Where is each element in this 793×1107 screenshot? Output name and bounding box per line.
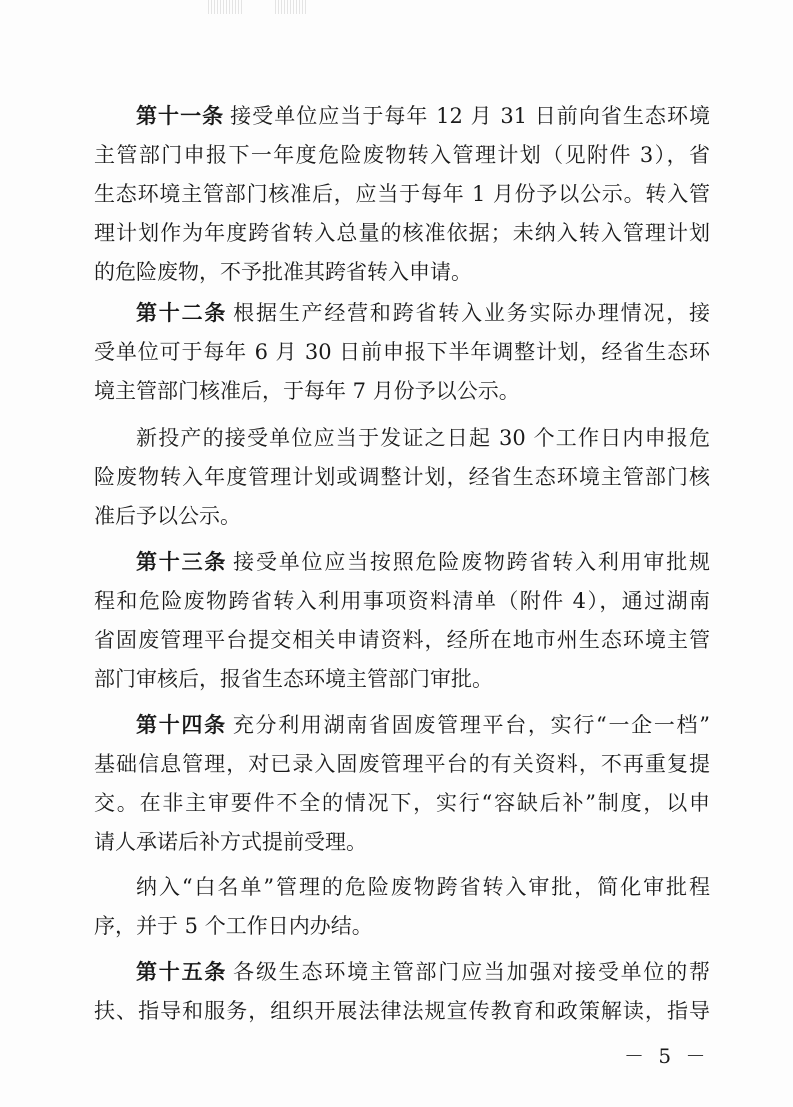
article-heading: 第十五条 bbox=[136, 960, 228, 984]
text-line bbox=[94, 998, 710, 1024]
line-text: 生态环境主管部门核准后，应当于每年 1 月份予以公示。转入管 bbox=[94, 182, 710, 206]
text-line bbox=[94, 829, 710, 855]
line-text: 的危险废物，不予批准其跨省转入申请。 bbox=[94, 260, 472, 284]
line-text: 部门审核后，报省生态环境主管部门审批。 bbox=[94, 667, 493, 691]
line-text: 根据生产经营和跨省转入业务实际办理情况，接 bbox=[233, 301, 711, 325]
line-text: 新投产的接受单位应当于发证之日起 30 个工作日内申报危 bbox=[136, 426, 710, 450]
line-text: 各级生态环境主管部门应当加强对接受单位的帮 bbox=[233, 960, 711, 984]
line-text: 请人承诺后补方式提前受理。 bbox=[94, 830, 367, 854]
text-line bbox=[94, 588, 710, 614]
line-text: 序，并于 5 个工作日内办结。 bbox=[94, 914, 373, 938]
line-text: 扶、指导和服务，组织开展法律法规宣传教育和政策解读，指导 bbox=[94, 999, 710, 1023]
line-text: 险废物转入年度管理计划或调整计划，经省生态环境主管部门核 bbox=[94, 465, 710, 489]
line-text: 充分利用湖南省固废管理平台，实行“一企一档” bbox=[232, 713, 710, 737]
line-text: 境主管部门核准后，于每年 7 月份予以公示。 bbox=[94, 379, 520, 403]
line-text: 省固废管理平台提交相关申请资料，经所在地市州生态环境主管 bbox=[94, 628, 710, 652]
line-text: 程和危险废物跨省转入利用事项资料清单（附件 4），通过湖南 bbox=[94, 589, 710, 613]
text-line bbox=[94, 181, 710, 207]
text-line bbox=[94, 220, 710, 246]
scan-mark bbox=[275, 0, 307, 14]
line-text: 准后予以公示。 bbox=[94, 504, 241, 528]
line-text: 交。在非主审要件不全的情况下，实行“容缺后补”制度，以申 bbox=[94, 791, 710, 815]
page-number: － 5 － bbox=[624, 1044, 710, 1068]
text-line bbox=[136, 549, 710, 575]
text-line bbox=[94, 503, 710, 529]
line-text: 受单位可于每年 6 月 30 日前申报下半年调整计划，经省生态环 bbox=[94, 340, 710, 364]
line-text: 主管部门申报下一年度危险废物转入管理计划（见附件 3），省 bbox=[94, 143, 710, 167]
line-text: 纳入“白名单”管理的危险废物跨省转入审批，简化审批程 bbox=[136, 875, 710, 899]
article-heading: 第十四条 bbox=[136, 713, 227, 737]
line-text: 接受单位应当于每年 12 月 31 日前向省生态环境 bbox=[230, 104, 710, 128]
text-line bbox=[136, 959, 710, 985]
text-line bbox=[94, 627, 710, 653]
text-line bbox=[94, 259, 710, 285]
article-heading: 第十一条 bbox=[136, 104, 225, 128]
text-line bbox=[94, 666, 710, 692]
text-line bbox=[94, 751, 710, 777]
text-line bbox=[94, 464, 710, 490]
line-text: 基础信息管理，对已录入固废管理平台的有关资料，不再重复提 bbox=[94, 752, 710, 776]
text-line bbox=[136, 103, 710, 129]
line-text: 接受单位应当按照危险废物跨省转入利用审批规 bbox=[233, 550, 711, 574]
text-line bbox=[94, 790, 710, 816]
text-line bbox=[136, 874, 710, 900]
text-line bbox=[94, 142, 710, 168]
text-line bbox=[136, 712, 710, 738]
text-line bbox=[94, 339, 710, 365]
article-heading: 第十二条 bbox=[136, 301, 228, 325]
scan-mark bbox=[208, 0, 244, 14]
text-line bbox=[136, 300, 710, 326]
text-line bbox=[136, 425, 710, 451]
text-line bbox=[94, 913, 710, 939]
text-line bbox=[94, 378, 710, 404]
article-heading: 第十三条 bbox=[136, 550, 228, 574]
line-text: 理计划作为年度跨省转入总量的核准依据；未纳入转入管理计划 bbox=[94, 221, 710, 245]
